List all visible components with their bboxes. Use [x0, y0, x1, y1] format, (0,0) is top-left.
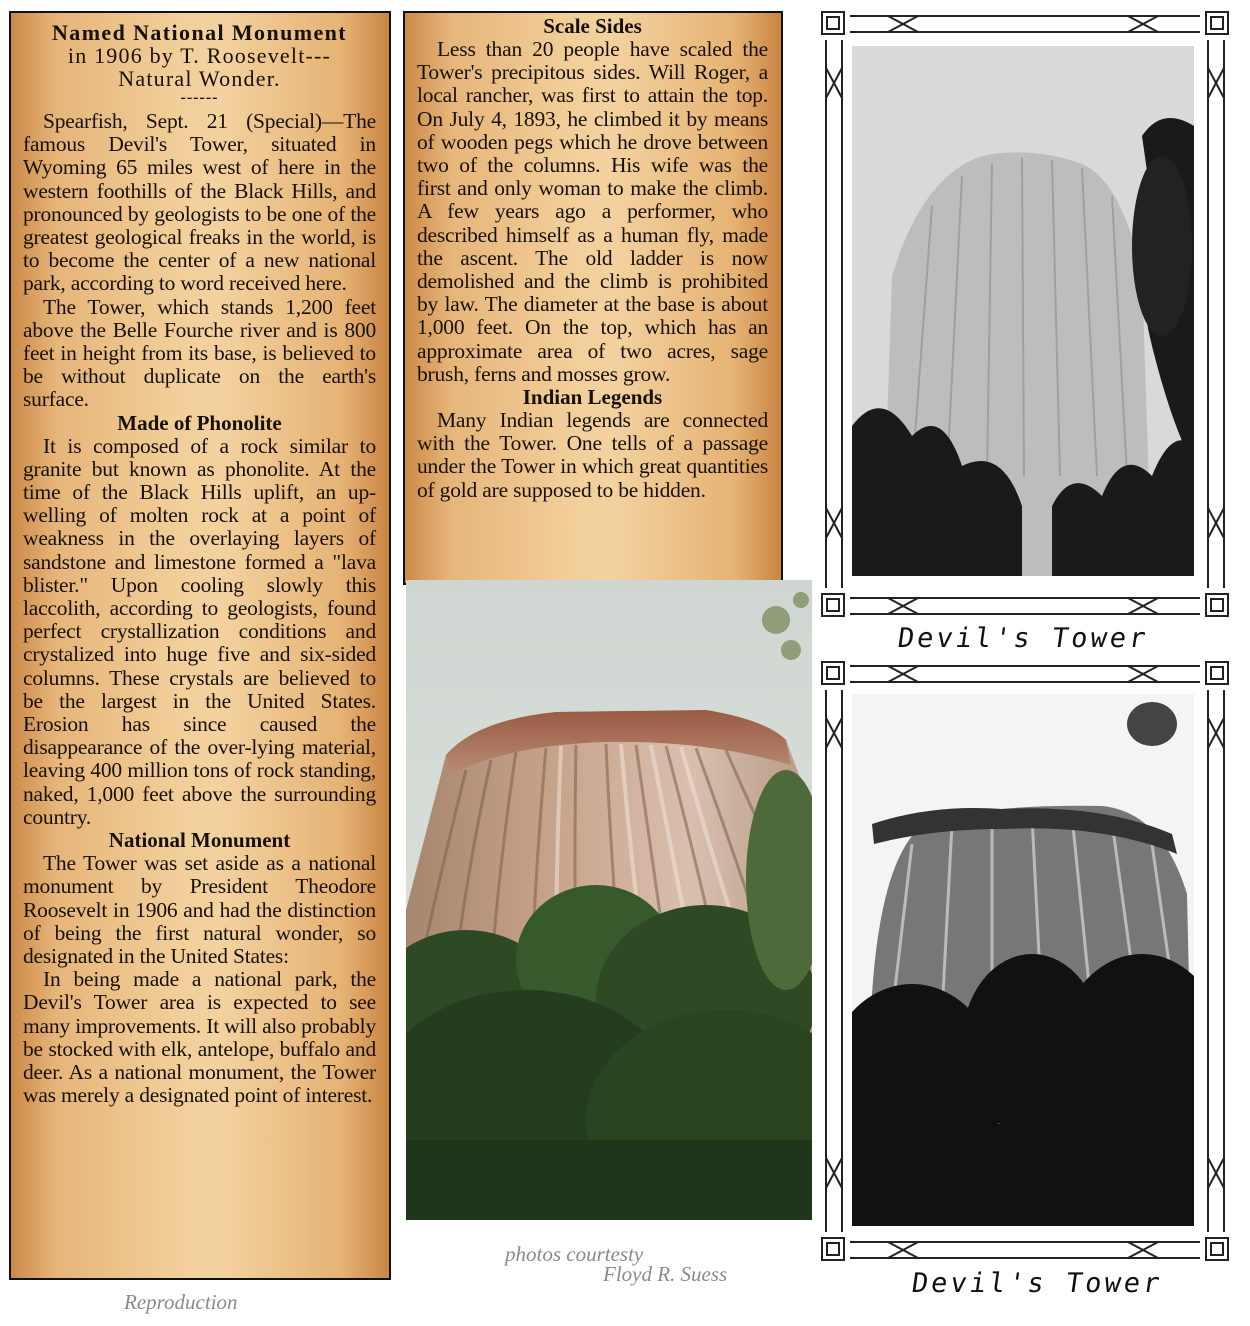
bw-photo-top [852, 46, 1194, 576]
clipping-headline [23, 21, 376, 106]
headline-line-1: in 1906 by T. Roosevelt--- [67, 43, 332, 68]
paragraph-scale-sides: Less than 20 people have scaled the Tower's precipitous sides. Will Roger, a local rancher, was first to attain the top. On July 4, 1893, he climbed it by means of wooden pegs which he drove between two of the columns. His wife was the first and only woman to make the climb. A few years ago a performer, who described himself as a human fly, made the ascent. The old ladder is now demolished and the climb is prohibited by law. The diameter at the base is about 1,000 feet. On the top, which has an approximate area of two acres, sage brush, ferns and mosses grow. [417, 37, 768, 386]
paragraph-indian-legends: Many Indian legends are connected with the Tower. One tells of a passage under the Tower in which great quantities of gold are supposed to be hidden. [417, 408, 768, 502]
color-photo-devils-tower [406, 580, 812, 1220]
headline-separator: ------ [180, 89, 219, 106]
clipping-right [403, 11, 783, 585]
subhead-indian-legends: Indian Legends [522, 385, 663, 410]
reproduction-caption: Reproduction [124, 1290, 238, 1314]
photographer-caption: Floyd R. Suess [603, 1262, 728, 1286]
subhead-national-monument: National Monument [108, 828, 291, 853]
photos-courtesy-caption: photos courtesty [505, 1242, 644, 1266]
paragraph-roosevelt: The Tower was set aside as a national monument by President Theodore Roosevelt in 1906 and had the distinction of being the first natural wonder, so designated in the United States: [23, 851, 376, 968]
headline-bold: Named National Monument [52, 20, 347, 45]
top-photo-label: Devil's Tower [895, 623, 1151, 654]
clipping-left [9, 11, 391, 1280]
bw-photo-bottom [852, 694, 1194, 1226]
subhead-phonolite: Made of Phonolite [117, 410, 282, 435]
paragraph-tower-height: The Tower, which stands 1,200 feet above the Belle Fourche river and is 800 feet in height from its base, is believed to be without duplicate on the earth's surface. [23, 294, 376, 412]
headline-line-2: Natural Wonder. [118, 66, 281, 91]
subhead-scale-sides: Scale Sides [543, 14, 642, 38]
bottom-photo-label: Devil's Tower [909, 1268, 1165, 1299]
paragraph-spearfish: Spearfish, Sept. 21 (Special)—The famous Devil's Tower, situated in Wyoming 65 miles west of here in the western foothills of the Black Hills, and pronounced by geologists to be one of the greatest geological freaks in the world, is to become the center of a new national park, according to word received here. [23, 109, 376, 296]
paragraph-phonolite: It is composed of a rock similar to granite but known as phonolite. At the time of the Black Hills uplift, an up-welling of molten rock at a point of weakness in the overlaying layers of sandstone and limestone formed a "lava blister." Upon cooling slowly this laccolith, according to geologists, found perfect crystallization conditions and crystalized into huge five and six-sided columns. These crystals are believed to be the largest in the United States. Erosion has since caused the disappearance of the over-lying material, leaving 400 million tons of rock standing, naked, 1,000 feet above the surrounding country. [23, 433, 376, 829]
paragraph-national-park: In being made a national park, the Devil's Tower area is expected to see many improvements. It will also probably be stocked with elk, antelope, buffalo and deer. As a national monument, the Tower was merely a designated point of interest. [23, 967, 376, 1108]
